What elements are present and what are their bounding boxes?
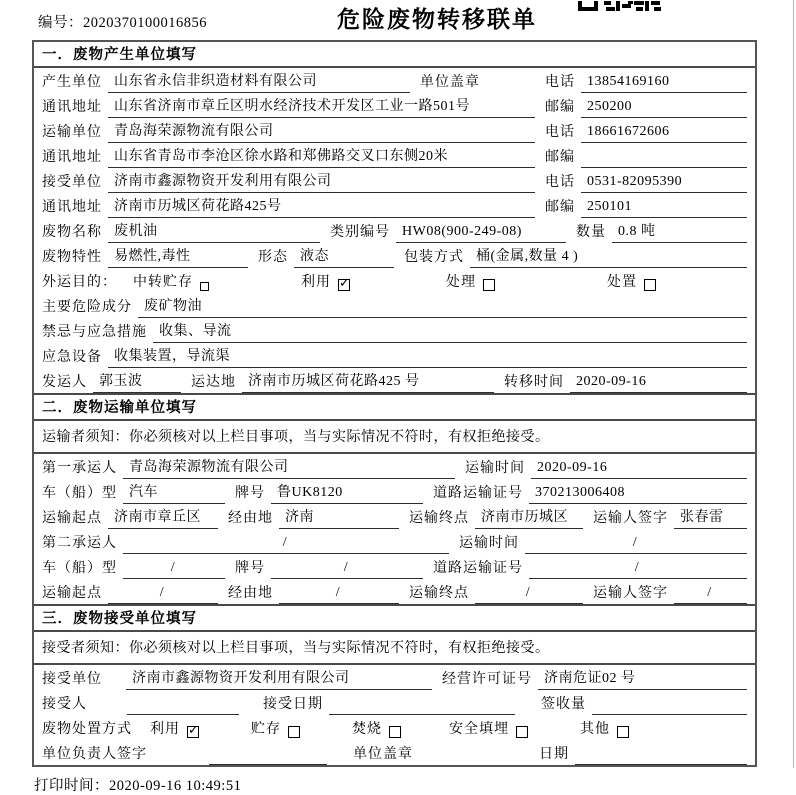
- transporter-unit-label: 运输单位: [42, 125, 102, 140]
- accepting-person-label: 接受人: [42, 697, 87, 712]
- serial-value: 2020370100016856: [83, 15, 207, 31]
- plate2-label: 牌号: [235, 561, 265, 576]
- transporter-unit-row: [34, 118, 755, 143]
- page-right-edge: [793, 0, 794, 768]
- road-permit1-value: 370213006408: [529, 485, 747, 504]
- waste-form-value: 液态: [294, 245, 394, 268]
- terminus2-label: 运输终点: [409, 586, 469, 601]
- producer-unit-row: [34, 68, 755, 93]
- first-carrier-row: [34, 454, 755, 479]
- vehicle-type2-row: [34, 554, 755, 579]
- receiver-phone-label: 电话: [545, 175, 575, 190]
- terminus2-value: /: [475, 585, 583, 604]
- unit-seal-label: 单位盖章: [420, 75, 480, 90]
- first-carrier-value: 青岛海荣源物流有限公司: [123, 456, 455, 479]
- via1-label: 经由地: [228, 511, 273, 526]
- producer-phone-value: 13854169160: [581, 74, 747, 93]
- route1-row: [34, 504, 755, 529]
- responsible-sign-value: [209, 762, 327, 765]
- emergency-equipment-value: 收集装置，导流渠: [108, 345, 747, 368]
- responsible-sign-row: [34, 740, 755, 765]
- checkbox-treat: [483, 279, 495, 291]
- receiver-notice: 接受者须知：你必须核对以上栏目事项，当与实际情况不符时，有权拒绝接受。: [34, 632, 755, 665]
- disposal-other-label: 其他: [580, 722, 610, 737]
- producer-zip-value: 250200: [581, 99, 747, 118]
- waste-traits-label: 废物特性: [42, 250, 102, 265]
- purpose-dispose-label: 处置: [607, 275, 637, 290]
- hazard-component-value: 废矿物油: [138, 295, 747, 318]
- receiver-address-row: [34, 193, 755, 218]
- carrier-sign1-label: 运输人签字: [593, 511, 668, 526]
- date-value: [575, 762, 747, 765]
- page-title: 危险废物转移联单: [337, 6, 537, 32]
- unit-seal2-label: 单位盖章: [353, 747, 413, 762]
- transport-time1-value: 2020-09-16: [531, 460, 747, 479]
- vehicle-type2-label: 车（船）型: [42, 561, 117, 576]
- origin1-value: 济南市章丘区: [108, 506, 218, 529]
- manifest-form: [32, 40, 757, 767]
- origin1-label: 运输起点: [42, 511, 102, 526]
- emergency-equipment-label: 应急设备: [42, 350, 102, 365]
- transporter-address-value: 山东省青岛市李沧区徐水路和郑佛路交叉口东侧20米: [108, 145, 535, 168]
- producer-unit-label: 产生单位: [42, 75, 102, 90]
- transporter-zip-label: 邮编: [545, 150, 575, 165]
- producer-unit-value: 山东省永信非织造材料有限公司: [108, 70, 410, 93]
- checkbox-disposal-store: [288, 726, 300, 738]
- road-permit2-value: /: [529, 560, 747, 579]
- carrier-sign2-value: /: [674, 585, 747, 604]
- second-carrier-row: [34, 529, 755, 554]
- received-qty-value: [592, 712, 747, 715]
- transporter-phone-value: 18661672606: [581, 124, 747, 143]
- waste-category-value: HW08(900-249-08): [396, 224, 566, 243]
- receiver-unit-value: 济南市鑫源物资开发利用有限公司: [108, 170, 535, 193]
- second-carrier-value: /: [123, 535, 449, 554]
- receiver-unit-label: 接受单位: [42, 175, 102, 190]
- transporter-unit-value: 青岛海荣源物流有限公司: [108, 120, 535, 143]
- transporter-notice: 运输者须知：你必须核对以上栏目事项，当与实际情况不符时，有权拒绝接受。: [34, 421, 755, 454]
- accepting-unit-row: [34, 665, 755, 690]
- receiver-address-label: 通讯地址: [42, 200, 102, 215]
- disposal-landfill-label: 安全填埋: [449, 722, 509, 737]
- accepting-person-value: [127, 712, 239, 715]
- emergency-equipment-row: [34, 343, 755, 368]
- section2-header: 二．废物运输单位填写: [34, 393, 755, 421]
- origin2-value: /: [108, 585, 218, 604]
- vehicle-type1-value: 汽车: [123, 481, 225, 504]
- vehicle-type2-value: /: [123, 560, 225, 579]
- print-time-value: 2020-09-16 10:49:51: [109, 778, 242, 794]
- accept-date-label: 接受日期: [263, 697, 323, 712]
- packing-value: 桶(金属,数量 4 ): [470, 245, 747, 268]
- producer-address-label: 通讯地址: [42, 100, 102, 115]
- responsible-sign-label: 单位负责人签字: [42, 747, 147, 762]
- terminus1-label: 运输终点: [409, 511, 469, 526]
- print-time-line: [34, 774, 796, 795]
- transporter-address-label: 通讯地址: [42, 150, 102, 165]
- consignor-label: 发运人: [42, 375, 87, 390]
- receiver-zip-label: 邮编: [545, 200, 575, 215]
- disposal-utilize-label: 利用: [150, 722, 180, 737]
- waste-traits-row: [34, 243, 755, 268]
- via2-value: /: [279, 585, 399, 604]
- license-value: 济南危证02 号: [538, 667, 747, 690]
- checkbox-transfer-storage: [200, 282, 209, 291]
- transfer-date-label: 转移时间: [504, 375, 564, 390]
- waste-form-label: 形态: [258, 250, 288, 265]
- license-label: 经营许可证号: [442, 672, 532, 687]
- waste-traits-value: 易燃性,毒性: [108, 245, 248, 268]
- disposal-method-row: [34, 715, 755, 740]
- accepting-person-row: [34, 690, 755, 715]
- waste-qty-value: 0.8 吨: [612, 220, 747, 243]
- print-time-label: 打印时间：: [34, 778, 109, 794]
- road-permit2-label: 道路运输证号: [433, 561, 523, 576]
- section1-header: 一．废物产生单位填写: [34, 42, 755, 68]
- waste-name-row: [34, 218, 755, 243]
- route2-row: [34, 579, 755, 604]
- plate2-value: /: [271, 560, 423, 579]
- checkbox-dispose: [644, 279, 656, 291]
- consignor-value: 郭玉波: [93, 370, 181, 393]
- hazard-component-row: [34, 293, 755, 318]
- carrier-sign2-label: 运输人签字: [593, 586, 668, 601]
- second-carrier-label: 第二承运人: [42, 536, 117, 551]
- transfer-purpose-label: 外运目的：: [42, 275, 117, 290]
- vehicle-type1-row: [34, 479, 755, 504]
- transport-time1-label: 运输时间: [465, 461, 525, 476]
- disposal-method-label: 废物处置方式: [42, 722, 132, 737]
- waste-category-label: 类别编号: [330, 225, 390, 240]
- vehicle-type1-label: 车（船）型: [42, 486, 117, 501]
- receiver-address-value: 济南市历城区荷花路425号: [108, 195, 535, 218]
- document-header: [0, 0, 796, 40]
- section3-header: 三．废物接受单位填写: [34, 604, 755, 632]
- disposal-store-label: 贮存: [251, 722, 281, 737]
- receiver-zip-value: 250101: [581, 199, 747, 218]
- accepting-unit-value: 济南市鑫源物资开发利用有限公司: [126, 667, 432, 690]
- transporter-zip-value: [581, 165, 747, 168]
- accepting-unit-label: 接受单位: [42, 672, 102, 687]
- terminus1-value: 济南市历城区: [475, 506, 583, 529]
- producer-address-value: 山东省济南市章丘区明水经济技术开发区工业一路501号: [108, 95, 535, 118]
- packing-label: 包装方式: [404, 250, 464, 265]
- producer-zip-label: 邮编: [545, 100, 575, 115]
- checkbox-disposal-utilize: [187, 726, 199, 738]
- plate1-value: 鲁UK8120: [271, 481, 423, 504]
- contraindication-value: 收集、导流: [153, 320, 747, 343]
- transporter-address-row: [34, 143, 755, 168]
- contraindication-row: [34, 318, 755, 343]
- accept-date-value: [329, 712, 515, 715]
- checkbox-disposal-landfill: [516, 726, 528, 738]
- disposal-incinerate-label: 焚烧: [352, 722, 382, 737]
- contraindication-label: 禁忌与应急措施: [42, 325, 147, 340]
- waste-name-value: 废机油: [108, 220, 320, 243]
- transport-time2-label: 运输时间: [459, 536, 519, 551]
- hazard-component-label: 主要危险成分: [42, 300, 132, 315]
- purpose-treat-label: 处理: [446, 275, 476, 290]
- plate1-label: 牌号: [235, 486, 265, 501]
- producer-address-row: [34, 93, 755, 118]
- checkbox-disposal-other: [617, 726, 629, 738]
- destination-value: 济南市历城区荷花路425 号: [242, 370, 494, 393]
- checkbox-disposal-incinerate: [389, 726, 401, 738]
- first-carrier-label: 第一承运人: [42, 461, 117, 476]
- waste-qty-label: 数量: [576, 225, 606, 240]
- receiver-unit-row: [34, 168, 755, 193]
- origin2-label: 运输起点: [42, 586, 102, 601]
- receiver-phone-value: 0531-82095390: [581, 174, 747, 193]
- received-qty-label: 签收量: [541, 697, 586, 712]
- producer-phone-label: 电话: [545, 75, 575, 90]
- checkbox-utilize: [338, 279, 350, 291]
- transfer-date-value: 2020-09-16: [570, 374, 747, 393]
- destination-label: 运达地: [191, 375, 236, 390]
- transporter-phone-label: 电话: [545, 125, 575, 140]
- purpose-utilize-label: 利用: [301, 275, 331, 290]
- consignor-row: [34, 368, 755, 393]
- date-label: 日期: [539, 747, 569, 762]
- serial-label: 编号：: [38, 15, 83, 31]
- transport-time2-value: /: [525, 535, 747, 554]
- waste-name-label: 废物名称: [42, 225, 102, 240]
- carrier-sign1-value: 张春雷: [674, 506, 747, 529]
- via1-value: 济南: [279, 506, 399, 529]
- road-permit1-label: 道路运输证号: [433, 486, 523, 501]
- transfer-purpose-row: [34, 268, 755, 293]
- via2-label: 经由地: [228, 586, 273, 601]
- purpose-transfer-storage-label: 中转贮存: [133, 275, 193, 290]
